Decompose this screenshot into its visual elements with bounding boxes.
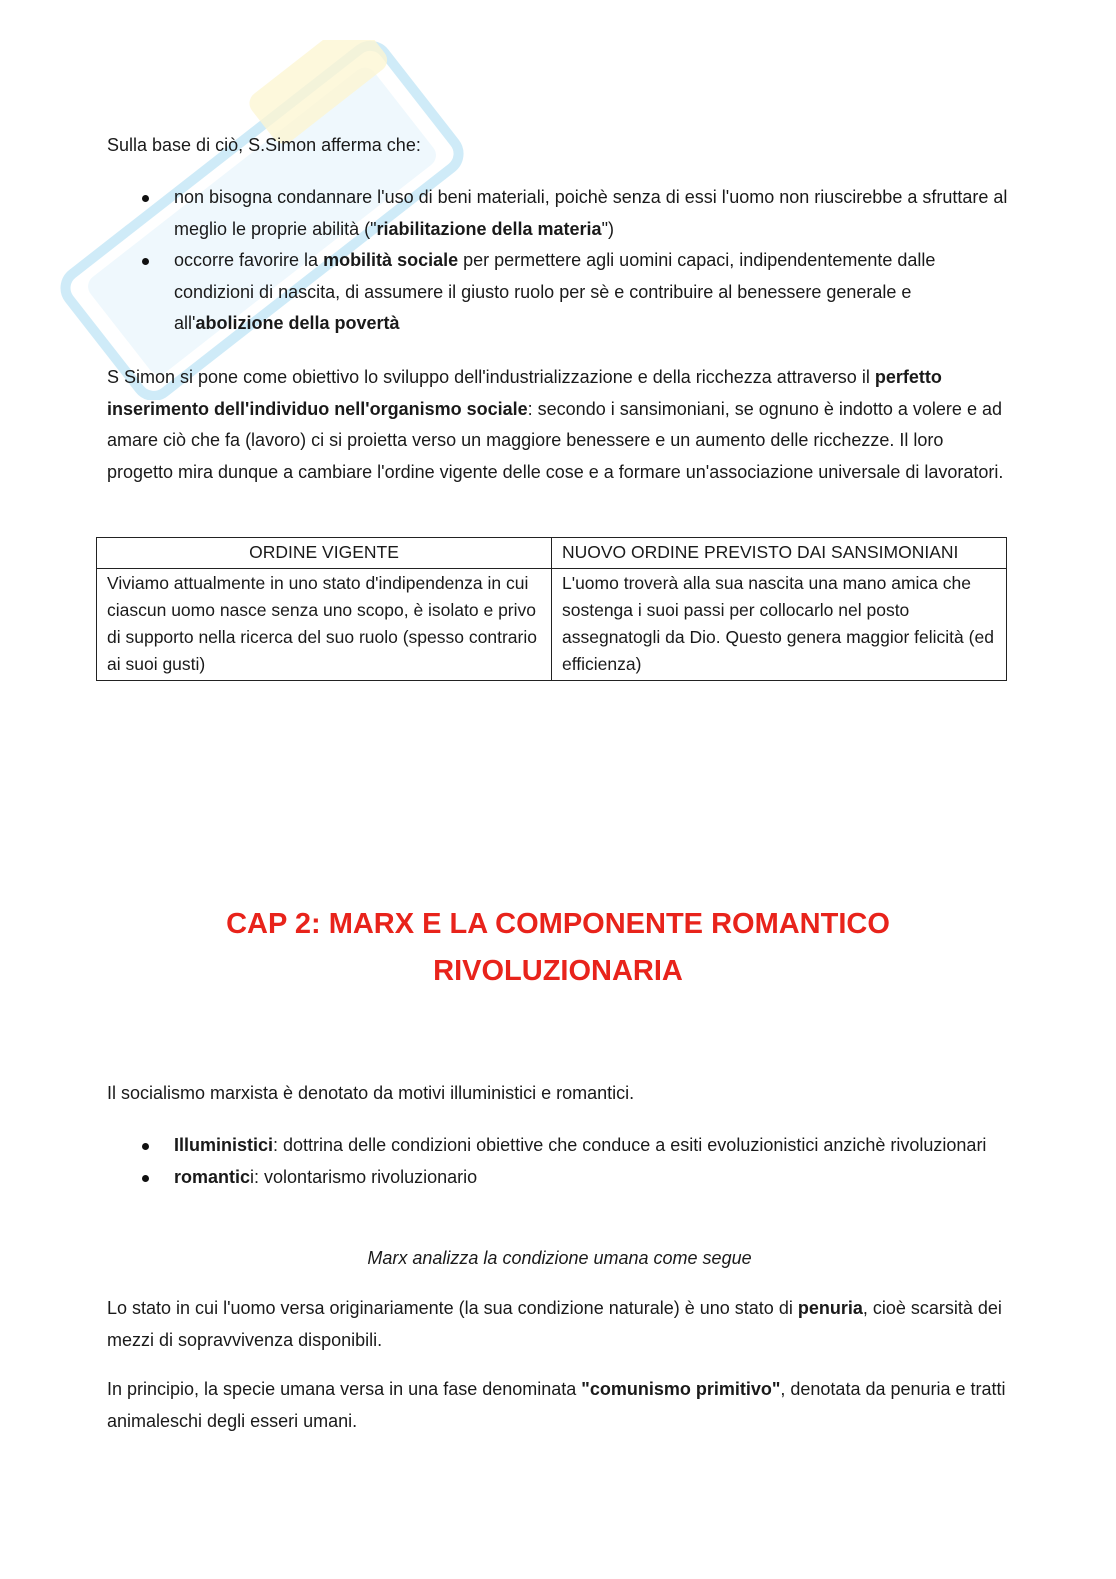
intro-paragraph: Sulla base di ciò, S.Simon afferma che: <box>107 135 421 155</box>
table-header-cell: ORDINE VIGENTE <box>97 538 552 569</box>
marx-intro-paragraph: Il socialismo marxista è denotato da motivi illuministici e romantici. <box>107 1083 635 1103</box>
list-item: non bisogna condannare l'uso di beni materiali, poichè senza di essi l'uomo non riuscirebbe a sfruttare al meglio le proprie abilità ("riabilitazione della materia") <box>107 182 1012 245</box>
list-item: occorre favorire la mobilità sociale per permettere agli uomini capaci, indipendentemente dalle condizioni di nascita, di assumere il giusto ruolo per sè e contribuire al benessere generale e all'abolizione della povertà <box>107 245 1012 340</box>
simon-bullet-list <box>107 182 1012 340</box>
chapter-heading: CAP 2: MARX E LA COMPONENTE ROMANTICO RIVOLUZIONARIA <box>226 908 890 987</box>
table-header-cell: NUOVO ORDINE PREVISTO DAI SANSIMONIANI <box>552 538 1007 569</box>
table-cell: L'uomo troverà alla sua nascita una mano amica che sostenga i suoi passi per collocarlo nel posto assegnatogli da Dio. Questo genera maggior felicità (ed efficienza) <box>552 569 1007 681</box>
table-row <box>97 569 1007 681</box>
simon-paragraph: S Simon si pone come obiettivo lo sviluppo dell'industrializzazione e della ricchezza attraverso il perfetto inserimento dell'individuo nell'organismo sociale: secondo i sansimoniani, se ognuno è indotto a volere e ad amare ciò che fa (lavoro) ci si proietta verso un maggiore benessere e un aumento delle ricchezze. Il loro progetto mira dunque a cambiare l'ordine vigente delle cose e a formare un'associazione universale di lavoratori. <box>107 367 1004 482</box>
italic-subheading: Marx analizza la condizione umana come segue <box>367 1248 752 1268</box>
stato-paragraph: Lo stato in cui l'uomo versa originariamente (la sua condizione naturale) è uno stato di penuria, cioè scarsità dei mezzi di sopravvivenza disponibili. <box>107 1298 1002 1350</box>
comparison-table <box>96 537 1007 681</box>
list-item: Illuministici: dottrina delle condizioni obiettive che conduce a esiti evoluzionistici anzichè rivoluzionari <box>107 1130 1012 1162</box>
principio-paragraph: In principio, la specie umana versa in una fase denominata "comunismo primitivo", denotata da penuria e tratti animaleschi degli esseri umani. <box>107 1379 1006 1431</box>
table-header-row <box>97 538 1007 569</box>
list-item: romantici: volontarismo rivoluzionario <box>107 1162 1012 1194</box>
marx-bullet-list <box>107 1130 1012 1193</box>
table-cell: Viviamo attualmente in uno stato d'indipendenza in cui ciascun uomo nasce senza uno scopo, è isolato e privo di supporto nella ricerca del suo ruolo (spesso contrario ai suoi gusti) <box>97 569 552 681</box>
